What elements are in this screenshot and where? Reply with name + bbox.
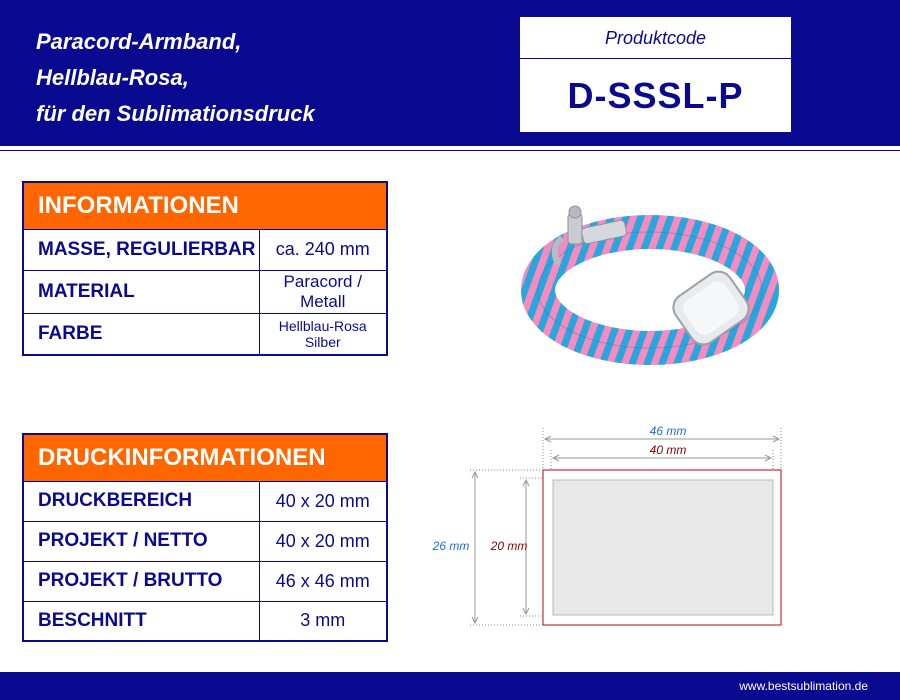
product-code-label: Produktcode: [520, 17, 791, 59]
material-value: Paracord / Metall: [259, 270, 387, 313]
title-line-3: für den Sublimationsdruck: [36, 101, 315, 126]
color-key: FARBE: [23, 313, 259, 355]
outer-width-label: 46 mm: [649, 424, 687, 438]
information-table: [22, 181, 388, 356]
website-link[interactable]: www.bestsublimation.de: [739, 679, 868, 693]
information-heading: INFORMATIONEN: [23, 182, 387, 229]
material-key: MATERIAL: [23, 270, 259, 313]
color-value-line-1: Hellblau-Rosa: [278, 317, 367, 334]
dimensions-key: MASSE, REGULIERBAR: [23, 229, 259, 270]
project-gross-value: 46 x 46 mm: [259, 561, 387, 601]
dimensions-value: ca. 240 mm: [259, 229, 387, 270]
print-area-diagram: [420, 420, 800, 635]
color-value-line-2: Silber: [304, 333, 341, 350]
product-title: [36, 24, 315, 132]
footer-bar: [0, 672, 900, 700]
bleed-key: BESCHNITT: [23, 601, 259, 641]
inner-height-label: 20 mm: [490, 539, 528, 553]
product-code-value: D-SSSL-P: [567, 75, 744, 116]
project-net-value: 40 x 20 mm: [259, 521, 387, 561]
print-area-value: 40 x 20 mm: [259, 481, 387, 521]
inner-width-label: 40 mm: [649, 443, 687, 457]
paracord-bracelet-image: [510, 198, 780, 368]
net-print-area: [553, 480, 773, 615]
print-area-key: DRUCKBEREICH: [23, 481, 259, 521]
bleed-value: 3 mm: [259, 601, 387, 641]
color-value: [259, 313, 387, 355]
title-line-1: Paracord-Armband,: [36, 29, 242, 54]
print-information-table: [22, 433, 388, 642]
project-gross-key: PROJEKT / BRUTTO: [23, 561, 259, 601]
title-line-2: Hellblau-Rosa,: [36, 65, 189, 90]
header-divider: [0, 150, 900, 151]
outer-height-label: 26 mm: [432, 539, 470, 553]
product-code-box: [518, 15, 793, 134]
header-banner: [0, 0, 900, 148]
print-information-heading: DRUCKINFORMATIONEN: [23, 434, 387, 481]
project-net-key: PROJEKT / NETTO: [23, 521, 259, 561]
